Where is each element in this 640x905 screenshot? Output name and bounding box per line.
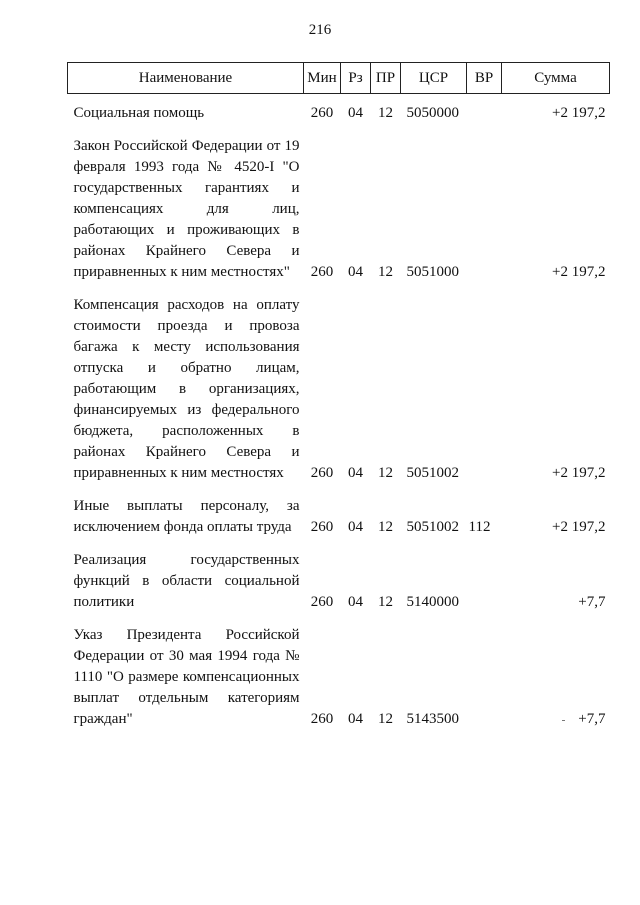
row-pr: 12 — [378, 519, 393, 535]
row-sum: +2 197,2 — [552, 519, 606, 535]
row-rz: 04 — [348, 519, 363, 535]
table-row — [68, 124, 610, 283]
table-row — [68, 283, 610, 484]
header-rz: Рз — [341, 63, 371, 94]
row-rz: 04 — [348, 711, 363, 727]
table-header — [68, 63, 610, 94]
budget-table — [67, 62, 610, 730]
table-row — [68, 484, 610, 538]
row-vr — [467, 613, 502, 730]
scan-speck — [562, 720, 565, 721]
header-pr: ПР — [371, 63, 401, 94]
row-name: Реализация государственных функций в области социальной политики — [73, 552, 300, 610]
header-vr: ВР — [467, 63, 502, 94]
row-pr: 12 — [378, 594, 393, 610]
row-name: Социальная помощь — [73, 105, 205, 121]
row-sum: +2 197,2 — [552, 465, 606, 481]
row-name: Закон Российской Федерации от 19 февраля 1993 года № 4520-I "О государственных гарантиях и компенсациях для лиц, работающих и проживающих в районах Крайнего Севера и приравненных к ним местностях" — [73, 138, 300, 280]
row-min: 260 — [310, 465, 334, 481]
row-name: Указ Президента Российской Федерации от 30 мая 1994 года № 1110 "О размере компенсационных выплат отдельным категориям граждан" — [73, 627, 300, 727]
row-sum: +2 197,2 — [552, 264, 606, 280]
row-pr: 12 — [378, 465, 393, 481]
row-sum: +7,7 — [578, 594, 606, 610]
row-csr: 5143500 — [406, 711, 459, 727]
row-csr: 5051002 — [406, 465, 459, 481]
row-min: 260 — [310, 711, 334, 727]
table-row — [68, 538, 610, 613]
row-pr: 12 — [378, 711, 393, 727]
table-row — [68, 613, 610, 730]
header-name: Наименование — [68, 63, 304, 94]
row-rz: 04 — [348, 264, 363, 280]
row-rz: 04 — [348, 465, 363, 481]
header-sum: Сумма — [502, 63, 610, 94]
row-min: 260 — [310, 105, 334, 121]
row-vr — [467, 538, 502, 613]
table-row — [68, 94, 610, 125]
row-csr: 5140000 — [406, 594, 459, 610]
header-csr: ЦСР — [401, 63, 467, 94]
row-csr: 5050000 — [406, 105, 459, 121]
row-pr: 12 — [378, 264, 393, 280]
row-rz: 04 — [348, 105, 363, 121]
row-min: 260 — [310, 519, 334, 535]
row-min: 260 — [310, 264, 334, 280]
row-vr — [467, 124, 502, 283]
row-pr: 12 — [378, 105, 393, 121]
row-name: Иные выплаты персоналу, за исключением фонда оплаты труда — [73, 498, 300, 535]
row-rz: 04 — [348, 594, 363, 610]
row-csr: 5051000 — [406, 264, 459, 280]
row-vr — [467, 94, 502, 125]
row-sum: +2 197,2 — [552, 105, 606, 121]
row-csr: 5051002 — [406, 519, 459, 535]
header-min: Мин — [304, 63, 341, 94]
row-vr: 112 — [468, 519, 491, 535]
row-vr — [467, 283, 502, 484]
row-sum: +7,7 — [578, 711, 606, 727]
row-min: 260 — [310, 594, 334, 610]
page-number: 216 — [308, 22, 332, 38]
row-name: Компенсация расходов на оплату стоимости проезда и провоза багажа к месту использования отпуска и обратно лицам, работающим в организациях, финансируемых из федерального бюджета, расположенных в районах Крайнего Севера и приравненных к ним местностях — [73, 297, 300, 481]
